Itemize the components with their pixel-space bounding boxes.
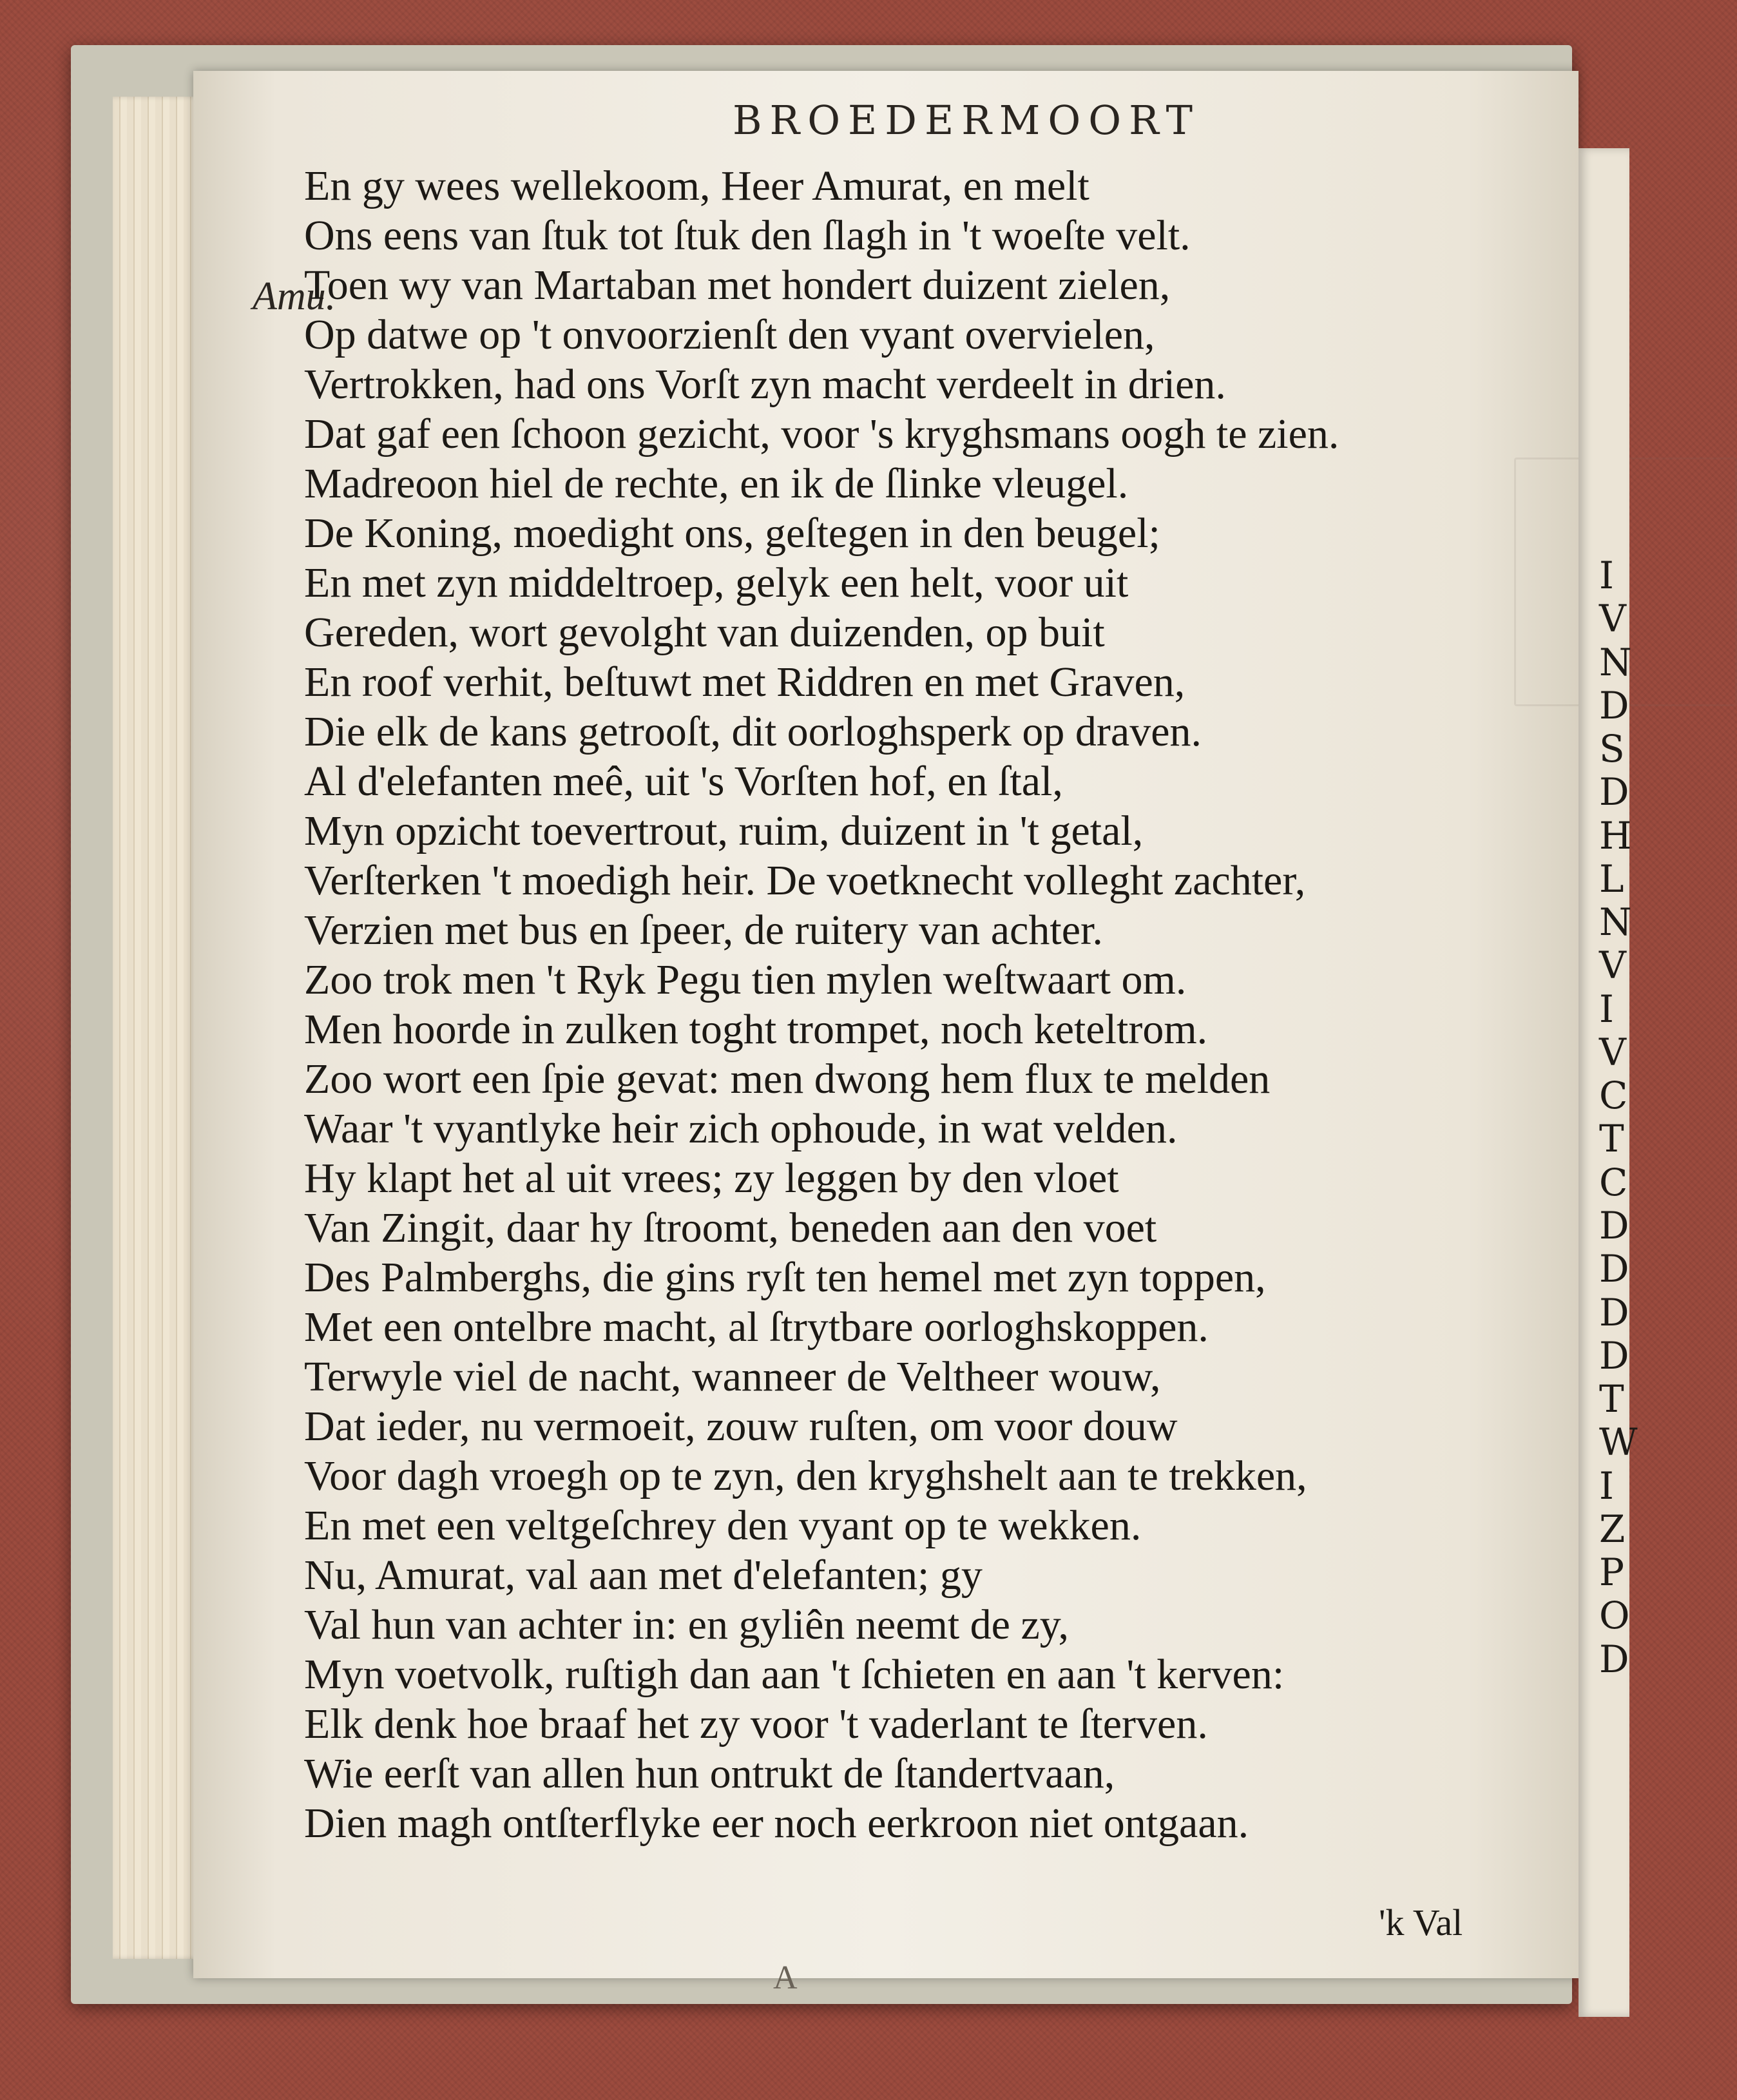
verse-line: Op datwe op 't onvoorzienſt den vyant overvielen, [304,311,1155,358]
facing-page-letter: D [1599,683,1629,727]
verse-line: Wie eerſt van allen hun ontrukt de ſtandertvaan, [304,1750,1115,1797]
verse-line: De Koning, moedight ons, geſtegen in den beugel; [304,510,1160,557]
facing-page-letter: T [1599,1117,1624,1161]
facing-page-letter: H [1599,813,1632,858]
verse-line: Vertrokken, had ons Vorſt zyn macht verdeelt in drien. [304,361,1226,408]
verse-line: En met een veltgeſchrey den vyant op te wekken. [304,1502,1142,1549]
verse-line: Terwyle viel de nacht, wanneer de Veltheer wouw, [304,1353,1161,1400]
speaker-label: Amu. [253,275,336,318]
facing-page-letter: V [1599,1030,1626,1074]
facing-page-letter: D [1599,1637,1629,1681]
verse-line: Hy klapt het al uit vrees; zy leggen by den vloet [304,1155,1119,1202]
verse-line: Gereden, wort gevolght van duizenden, op buit [304,609,1105,656]
verse-line: Dat gaf een ſchoon gezicht, voor 's kryghsmans oogh te zien. [304,410,1339,458]
verse-line: Die elk de kans getrooſt, dit oorloghsperk op draven. [304,708,1202,755]
running-head: BROEDERMOORT [732,97,1201,144]
verse-line: Myn voetvolk, ruſtigh dan aan 't ſchieten en aan 't kerven: [304,1651,1285,1698]
facing-page-letter: C [1599,1074,1628,1118]
facing-page-letter: I [1599,987,1614,1031]
facing-page-letter: D [1599,770,1629,814]
facing-page-letter: D [1599,1333,1629,1378]
verse-block [304,161,1502,1848]
verse-line: Elk denk hoe braaf het zy voor 't vaderlant te ſterven. [304,1700,1208,1748]
signature-mark: A [773,1960,798,1996]
facing-page-letter: S [1599,727,1625,771]
verse-line: Toen wy van Martaban met hondert duizent zielen, [304,262,1171,309]
verse-line: Ons eens van ſtuk tot ſtuk den ſlagh in 't woeſte velt. [304,212,1191,259]
verse-line: Des Palmberghs, die gins ryſt ten hemel met zyn toppen, [304,1254,1266,1301]
verse-line: Dat ieder, nu vermoeit, zouw ruſten, om voor douw [304,1403,1178,1450]
facing-page-letter: O [1599,1594,1630,1638]
facing-page-letter: N [1599,900,1632,945]
facing-page-letter: V [1599,943,1626,988]
facing-page-letter: Z [1599,1507,1626,1551]
verse-line: Men hoorde in zulken toght trompet, noch keteltrom. [304,1006,1208,1053]
facing-page-letter: D [1599,1203,1629,1247]
facing-page-letter: P [1599,1550,1625,1595]
facing-page-letter: C [1599,1160,1628,1204]
verse-line: Nu, Amurat, val aan met d'elefanten; gy [304,1552,983,1599]
verse-line: Van Zingit, daar hy ſtroomt, beneden aan den voet [304,1204,1157,1251]
verse-line: Val hun van achter in: en gyliên neemt de zy, [304,1601,1069,1648]
verse-line: Verſterken 't moedigh heir. De voetknecht volleght zachter, [304,857,1306,904]
verse-line: Verzien met bus en ſpeer, de ruitery van achter. [304,907,1103,954]
verse-line: En met zyn middeltroep, gelyk een helt, voor uit [304,559,1129,606]
verse-line: Myn opzicht toevertrout, ruim, duizent in 't getal, [304,807,1144,854]
facing-page-letter: V [1599,597,1626,641]
facing-page-letter: I [1599,1463,1614,1508]
verse-line: En roof verhit, beſtuwt met Riddren en met Graven, [304,659,1185,706]
catchword: 'k Val [1379,1902,1463,1943]
verse-line: En gy wees wellekoom, Heer Amurat, en melt [304,162,1089,209]
facing-page-letter: L [1599,856,1624,901]
facing-page-edge [1579,148,1638,2017]
verse-line: Waar 't vyantlyke heir zich ophoude, in wat velden. [304,1105,1178,1152]
verse-line: Zoo wort een ſpie gevat: men dwong hem flux te melden [304,1055,1271,1103]
facing-page-letter: D [1599,1247,1629,1291]
facing-page-letter: N [1599,640,1632,684]
verse-line: Voor dagh vroegh op te zyn, den kryghshelt aan te trekken, [304,1452,1307,1499]
facing-page-letter: T [1599,1377,1624,1421]
verse-line: Dien magh ontſterflyke eer noch eerkroon niet ontgaan. [304,1800,1249,1847]
facing-page-letter: D [1599,1290,1629,1334]
verse-line: Met een ontelbre macht, al ſtrytbare oorloghskoppen. [304,1304,1209,1351]
facing-page-letters [1599,554,1638,1681]
verse-line: Al d'elefanten meê, uit 's Vorſten hof, en ſtal, [304,758,1063,805]
facing-page-letter: W [1599,1420,1638,1465]
facing-page-letter: I [1599,554,1614,597]
verse-line: Madreoon hiel de rechte, en ik de ſlinke vleugel. [304,460,1129,507]
verse-line: Zoo trok men 't Ryk Pegu tien mylen weſtwaart om. [304,956,1187,1003]
